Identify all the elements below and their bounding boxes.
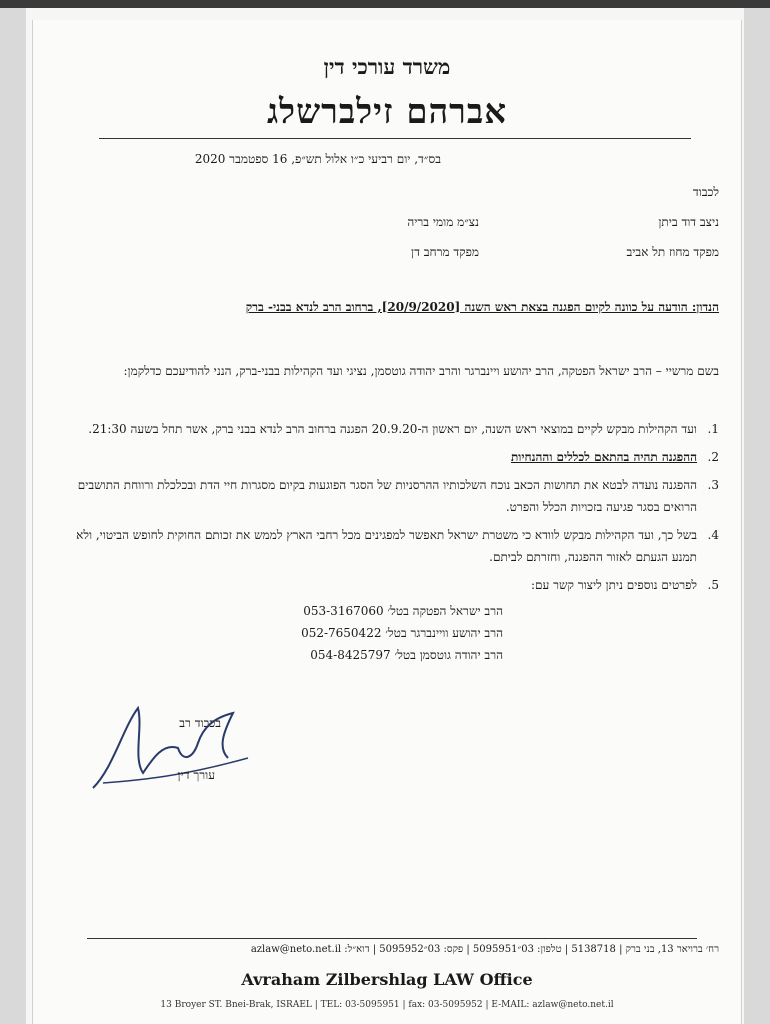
contact-item: הרב יהושע וויינברגר בטל׳ 052-7650422 — [301, 626, 503, 640]
list-item — [59, 574, 719, 596]
recipient-2: נצ״מ מומי בריה — [407, 215, 479, 229]
list-item — [59, 474, 719, 518]
signature-icon — [83, 688, 263, 798]
list-item — [59, 418, 719, 440]
recipient-1: ניצב דוד ביתן — [658, 215, 719, 229]
list-text: בשל כך, ועד הקהילות מבקש לוודא כי משטרת ישראל תאפשר למפגינים מכל רחבי הארץ לממש את זכותם החוקית לחופש הביטוי, ולא תמנע הגעתם לאזור ההפגנה, וחזרתם לביתם. — [76, 528, 697, 564]
list-item — [59, 446, 719, 468]
list-number: 5. — [707, 578, 719, 592]
list-number: 3. — [707, 478, 719, 492]
list-item — [59, 524, 719, 568]
document-page — [26, 8, 744, 1024]
top-bar — [0, 0, 770, 8]
footer-divider — [87, 938, 697, 939]
recipient-4: מפקד מרחב דן — [411, 245, 479, 259]
list-text: ההפגנה נועדה לבטא את תחושות הכאב נוכח השלכותיו ההרסניות של הסגר הפוגעות בקיום מסגרות חיי הדת ובכלכלת ורווחת התושבים הרואים בסגר פגיעה בזכויות הכלל והפרט. — [77, 478, 697, 514]
frame-left — [0, 8, 26, 1024]
list-text: לפרטים נוספים ניתן ליצור קשר עם: — [530, 578, 697, 592]
subject-line: הנדון: הודעה על כוונה לקיום הפגנה בצאת ראש השנה [20/9/2020], ברחוב הרב לנדא בבני- ברק — [245, 300, 719, 314]
footer-hebrew-contact: רח׳ ברויאר 13, בני ברק | 5138718 | טלפון: 03״5095951 | פקס: 03״5095952 | דוא״ל: azlaw@neto.net.il — [250, 944, 719, 955]
list-text: ועד הקהילות מבקש לקיים במוצאי ראש השנה, יום ראשון ה-20.9.20 הפגנה ברחוב הרב לנדא בבני ברק, אשר תחל בשעה 21:30. — [88, 422, 697, 436]
signer-title: עורך דין — [177, 768, 215, 782]
header-divider — [99, 138, 691, 139]
contact-item: הרב ישראל הפטקה בטל׳ 053-3167060 — [303, 604, 503, 618]
closing-line: בכבוד רב — [179, 716, 221, 730]
list-number: 4. — [707, 528, 719, 542]
contact-list — [301, 600, 503, 666]
office-name: אברהם זילברשלג — [266, 92, 508, 132]
footer-office-name: Avraham Zilbershlag LAW Office — [241, 970, 533, 989]
numbered-list — [59, 418, 719, 602]
recipient-3: מפקד מחוז תל אביב — [626, 245, 719, 259]
list-text: ההפגנה תהיה בהתאם לכללים וההנחיות — [510, 450, 697, 464]
salutation: לכבוד — [692, 185, 719, 199]
contact-item: הרב יהודה גוטסמן בטל׳ 054-8425797 — [310, 648, 503, 662]
document-sheet — [32, 20, 742, 1024]
frame-right — [744, 8, 770, 1024]
office-type: משרד עורכי דין — [323, 54, 451, 79]
intro-paragraph: בשם מרשיי – הרב ישראל הפטקה, הרב יהושע ויינברגר והרב יהודה גוטסמן, נציגי ועד הקהילות בבני-ברק, הנני להודיעכם כדלקמן: — [123, 364, 719, 378]
date-line: בס״ד, יום רביעי כ״ו אלול תש״פ, 16 ספטמבר 2020 — [194, 152, 441, 166]
list-number: 2. — [707, 450, 719, 464]
list-number: 1. — [707, 422, 719, 436]
footer-address: 13 Broyer ST. Bnei-Brak, ISRAEL | TEL: 03-5095951 | fax: 03-5095952 | E-MAIL: azlaw@neto.net.il — [160, 1000, 614, 1010]
